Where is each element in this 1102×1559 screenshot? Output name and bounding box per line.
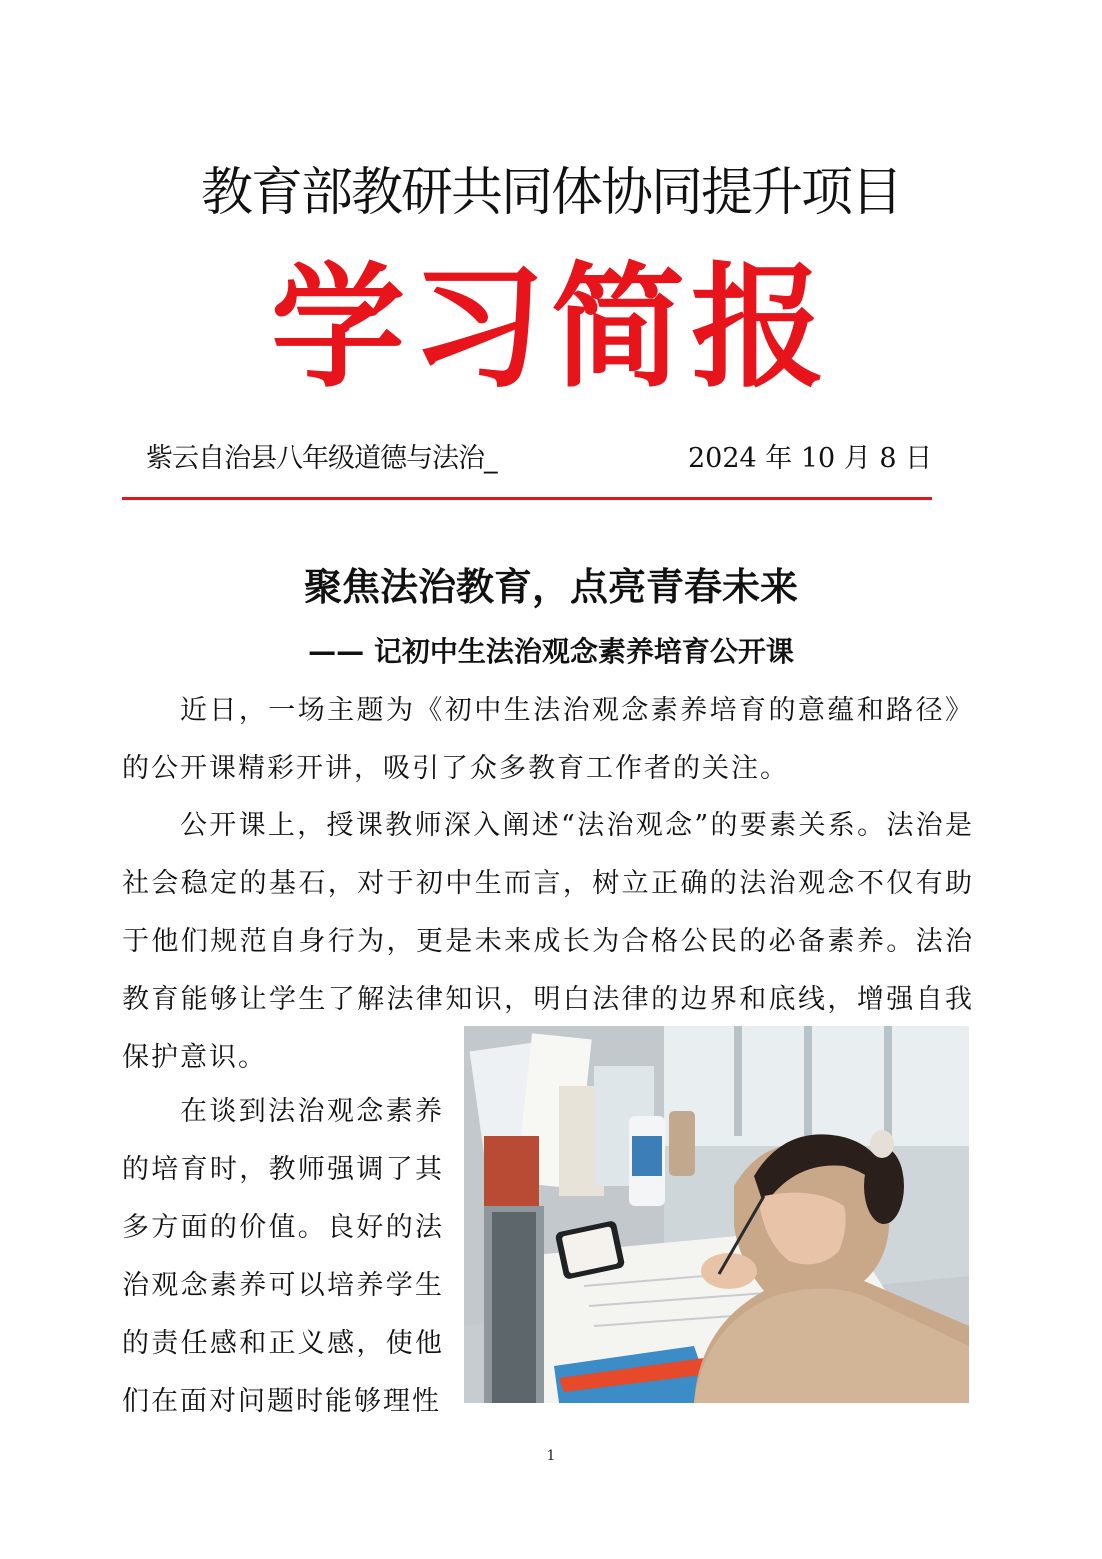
article-paragraph: 在谈到法治观念素养的培育时，教师强调了其多方面的价值。良好的法治观念素养可以培养学生的责任感和正义感，使他们在面对问题时能够理性 xyxy=(122,1096,444,1417)
article-subtitle: —— 记初中生法治观念素养培育公开课 xyxy=(308,635,794,668)
issue-date: 2024 年 10 月 8 日 xyxy=(688,443,933,474)
page-number: 1 xyxy=(546,1448,556,1464)
article-paragraph: 近日，一场主题为《初中生法治观念素养培育的意蕴和路径》的公开课精彩开讲，吸引了众多教育工作者的关注。 xyxy=(122,695,974,784)
header-rule xyxy=(122,497,932,500)
photo-woman-writing-at-desk-icon xyxy=(464,1026,969,1403)
masthead-title: 学习简报 xyxy=(270,250,831,406)
project-header: 教育部教研共同体协同提升项目 xyxy=(200,163,901,223)
article-paragraph: 公开课上，授课教师深入阐述“法治观念”的要素关系。法治是社会稳定的基石，对于初中生而言，树立正确的法治观念不仅有助于他们规范自身行为，更是未来成长为合格公民的必备素养。法治教育能够让学生了解法律知识，明白法律的边界和底线，增强自我保护意识。 xyxy=(122,810,974,1073)
article-title: 聚焦法治教育，点亮青春未来 xyxy=(303,565,798,609)
article-photo xyxy=(464,1026,969,1403)
issue-county: 紫云自治县八年级道德与法治_ xyxy=(146,443,497,474)
